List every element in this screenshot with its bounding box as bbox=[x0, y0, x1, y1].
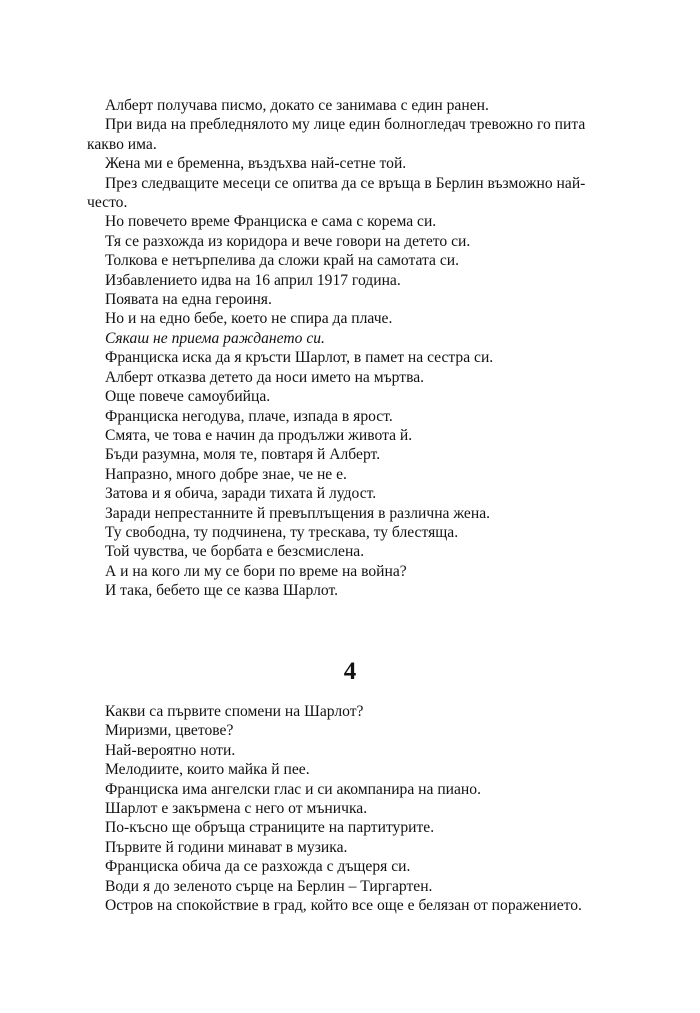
paragraph: Франциска иска да я кръсти Шарлот, в памет на сестра си. bbox=[105, 349, 494, 367]
paragraph: Смята, че това е начин да продължи живота й. bbox=[105, 426, 413, 444]
paragraph: Алберт получава писмо, докато се занимава с един ранен. bbox=[105, 97, 489, 114]
text-section-2 bbox=[87, 702, 607, 915]
paragraph: Но повечето време Франциска е сама с корема си. bbox=[105, 213, 437, 231]
paragraph: Миризми, цветове? bbox=[105, 722, 234, 740]
paragraph: Най-вероятно ноти. bbox=[105, 741, 236, 759]
paragraph: Остров на спокойствие в град, който все още е белязан от поражението. bbox=[105, 897, 582, 915]
paragraph: Избавлението идва на 16 април 1917 година. bbox=[105, 271, 401, 289]
paragraph: Още повече самоубийца. bbox=[105, 388, 271, 406]
paragraph: Заради непрестанните й превъплъщения в различна жена. bbox=[105, 504, 491, 522]
paragraph: Появата на една героиня. bbox=[105, 291, 272, 309]
paragraph: Напразно, много добре знае, че не е. bbox=[105, 465, 347, 483]
paragraph: Франциска обича да се разхожда с дъщеря си. bbox=[105, 858, 411, 876]
paragraph: Първите й години минават в музика. bbox=[105, 838, 348, 856]
paragraph: По-късно ще обръща страниците на партитурите. bbox=[105, 819, 435, 837]
chapter-number: 4 bbox=[343, 658, 357, 685]
paragraph: Води я до зеленото сърце на Берлин – Тиргартен. bbox=[105, 877, 433, 895]
paragraph: Франциска негодува, плаче, изпада в ярост. bbox=[105, 407, 393, 425]
paragraph: Толкова е нетърпелива да сложи край на самотата си. bbox=[105, 252, 460, 270]
paragraph: Алберт отказва детето да носи името на мъртва. bbox=[105, 368, 425, 386]
paragraph: Жена ми е бременна, въздъхва най-сетне той. bbox=[105, 155, 407, 173]
paragraph: През следващите месеци се опитва да се връща в Берлин възможно най-често. bbox=[87, 174, 586, 212]
paragraph: И така, бебето ще се казва Шарлот. bbox=[105, 582, 339, 600]
paragraph: Ту свободна, ту подчинена, ту трескава, ту блестяща. bbox=[105, 523, 459, 541]
paragraph: А и на кого ли му се бори по време на война? bbox=[105, 562, 407, 580]
paragraph: Бъди разумна, моля те, повтаря й Алберт. bbox=[105, 446, 381, 464]
paragraph: Тя се разхожда из коридора и вече говори на детето си. bbox=[105, 232, 471, 250]
text-section-1 bbox=[87, 96, 607, 601]
italic-paragraph: Сякаш не приема раждането си. bbox=[105, 329, 325, 347]
paragraph: Шарлот е закърмена с него от мъничка. bbox=[105, 800, 368, 818]
paragraph: Какви са първите спомени на Шарлот? bbox=[105, 703, 364, 720]
paragraph: Затова и я обича, заради тихата й лудост. bbox=[105, 485, 377, 503]
paragraph: Той чувства, че борбата е безсмислена. bbox=[105, 543, 365, 561]
paragraph: При вида на пребледнялото му лице един болногледач тревожно го пита какво има. bbox=[87, 116, 586, 153]
paragraph: Франциска има ангелски глас и си акомпанира на пиано. bbox=[105, 780, 481, 798]
paragraph: Но и на едно бебе, което не спира да плаче. bbox=[105, 310, 393, 328]
paragraph: Мелодиите, които майка й пее. bbox=[105, 761, 310, 779]
